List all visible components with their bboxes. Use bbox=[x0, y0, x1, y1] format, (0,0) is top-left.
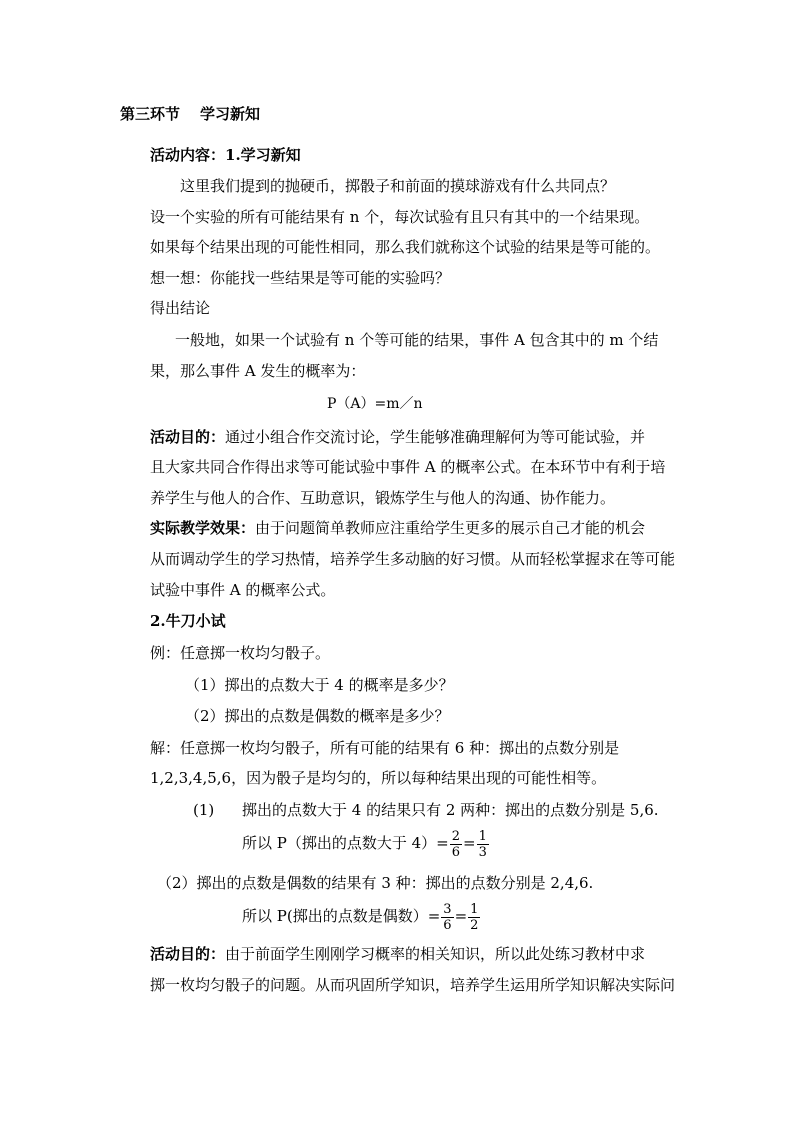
equals-sign: = bbox=[454, 907, 468, 925]
fraction bbox=[468, 902, 480, 933]
answer1-prefix: 所以 P（掷出的点数大于 4）= bbox=[242, 834, 449, 852]
paragraph: 想一想：你能找一些结果是等可能的实验吗？ bbox=[150, 269, 451, 287]
numerator: 2 bbox=[451, 828, 461, 844]
numerator: 1 bbox=[478, 828, 487, 844]
denominator: 2 bbox=[470, 917, 479, 933]
effect-line1 bbox=[150, 518, 645, 538]
purpose-label: 活动目的： bbox=[150, 428, 226, 446]
paragraph: 且大家共同合作得出求等可能试验中事件 A 的概率公式。在本环节中有利于培 bbox=[150, 458, 666, 476]
solution-line: 解：任意掷一枚均匀骰子，所有可能的结果有 6 种：掷出的点数分别是 bbox=[150, 739, 620, 757]
fraction bbox=[441, 902, 453, 933]
denominator: 6 bbox=[451, 844, 461, 860]
example-text: 例：任意掷一枚均匀骰子。 bbox=[150, 644, 331, 662]
paragraph: 养学生与他人的合作、互助意识，锻炼学生与他人的沟通、协作能力。 bbox=[150, 489, 616, 507]
section-label: 第三环节 bbox=[120, 105, 181, 123]
paragraph: 如果每个结果出现的可能性相同，那么我们就称这个试验的结果是等可能的。 bbox=[150, 238, 661, 256]
denominator: 3 bbox=[478, 844, 487, 860]
effect-text: 由于问题简单教师应注重给学生更多的展示自己才能的机会 bbox=[255, 519, 646, 537]
numerator: 1 bbox=[470, 901, 479, 917]
activity2-heading: 2.牛刀小试 bbox=[150, 612, 226, 630]
effect-label: 实际教学效果： bbox=[150, 519, 256, 537]
paragraph: 这里我们提到的抛硬币，掷骰子和前面的摸球游戏有什么共同点？ bbox=[180, 177, 616, 195]
paragraph: 掷一枚均匀骰子的问题。从而巩固所学知识，培养学生运用所学知识解决实际问 bbox=[150, 976, 676, 994]
numerator: 3 bbox=[443, 901, 452, 917]
activity1-heading: 活动内容：1.学习新知 bbox=[150, 146, 301, 164]
answer1-text: 掷出的点数大于 4 的结果只有 2 两种：掷出的点数分别是 5,6. bbox=[242, 801, 659, 819]
question-2: （2）掷出的点数是偶数的概率是多少？ bbox=[185, 707, 450, 725]
answer1-formula bbox=[242, 826, 490, 860]
paragraph: 果，那么事件 A 发生的概率为： bbox=[150, 362, 366, 380]
purpose-label: 活动目的： bbox=[150, 945, 226, 963]
probability-formula: P（A）=m／n bbox=[327, 396, 423, 412]
equals-sign: = bbox=[463, 834, 476, 852]
fraction bbox=[477, 829, 489, 860]
purpose-text: 通过小组合作交流讨论，学生能够准确理解何为等可能试验，并 bbox=[225, 428, 646, 446]
answer2-formula bbox=[242, 899, 481, 933]
purpose2-line1 bbox=[150, 944, 645, 964]
paragraph: 试验中事件 A 的概率公式。 bbox=[150, 581, 336, 599]
paragraph: 一般地，如果一个试验有 n 个等可能的结果，事件 A 包含其中的 m 个结 bbox=[175, 331, 659, 349]
paragraph: 得出结论 bbox=[150, 299, 211, 317]
section-heading bbox=[120, 104, 260, 124]
denominator: 6 bbox=[443, 917, 452, 933]
purpose-text: 由于前面学生刚刚学习概率的相关知识，所以此处练习教材中求 bbox=[225, 945, 646, 963]
paragraph: 设一个实验的所有可能结果有 n 个，每次试验有且只有其中的一个结果现。 bbox=[150, 208, 650, 226]
purpose1-line1 bbox=[150, 427, 645, 447]
answer1-marker: (1) bbox=[193, 801, 215, 819]
answer2-prefix: 所以 P(掷出的点数是偶数）= bbox=[242, 907, 441, 925]
solution-line: 1,2,3,4,5,6，因为骰子是均匀的，所以每种结果出现的可能性相等。 bbox=[150, 769, 607, 787]
fraction bbox=[450, 829, 462, 860]
answer2-text: （2）掷出的点数是偶数的结果有 3 种：掷出的点数分别是 2,4,6. bbox=[157, 874, 594, 892]
section-title: 学习新知 bbox=[200, 105, 261, 123]
paragraph: 从而调动学生的学习热情，培养学生多动脑的好习惯。从而轻松掌握求在等可能 bbox=[150, 550, 676, 568]
question-1: （1）掷出的点数大于 4 的概率是多少？ bbox=[185, 676, 454, 694]
